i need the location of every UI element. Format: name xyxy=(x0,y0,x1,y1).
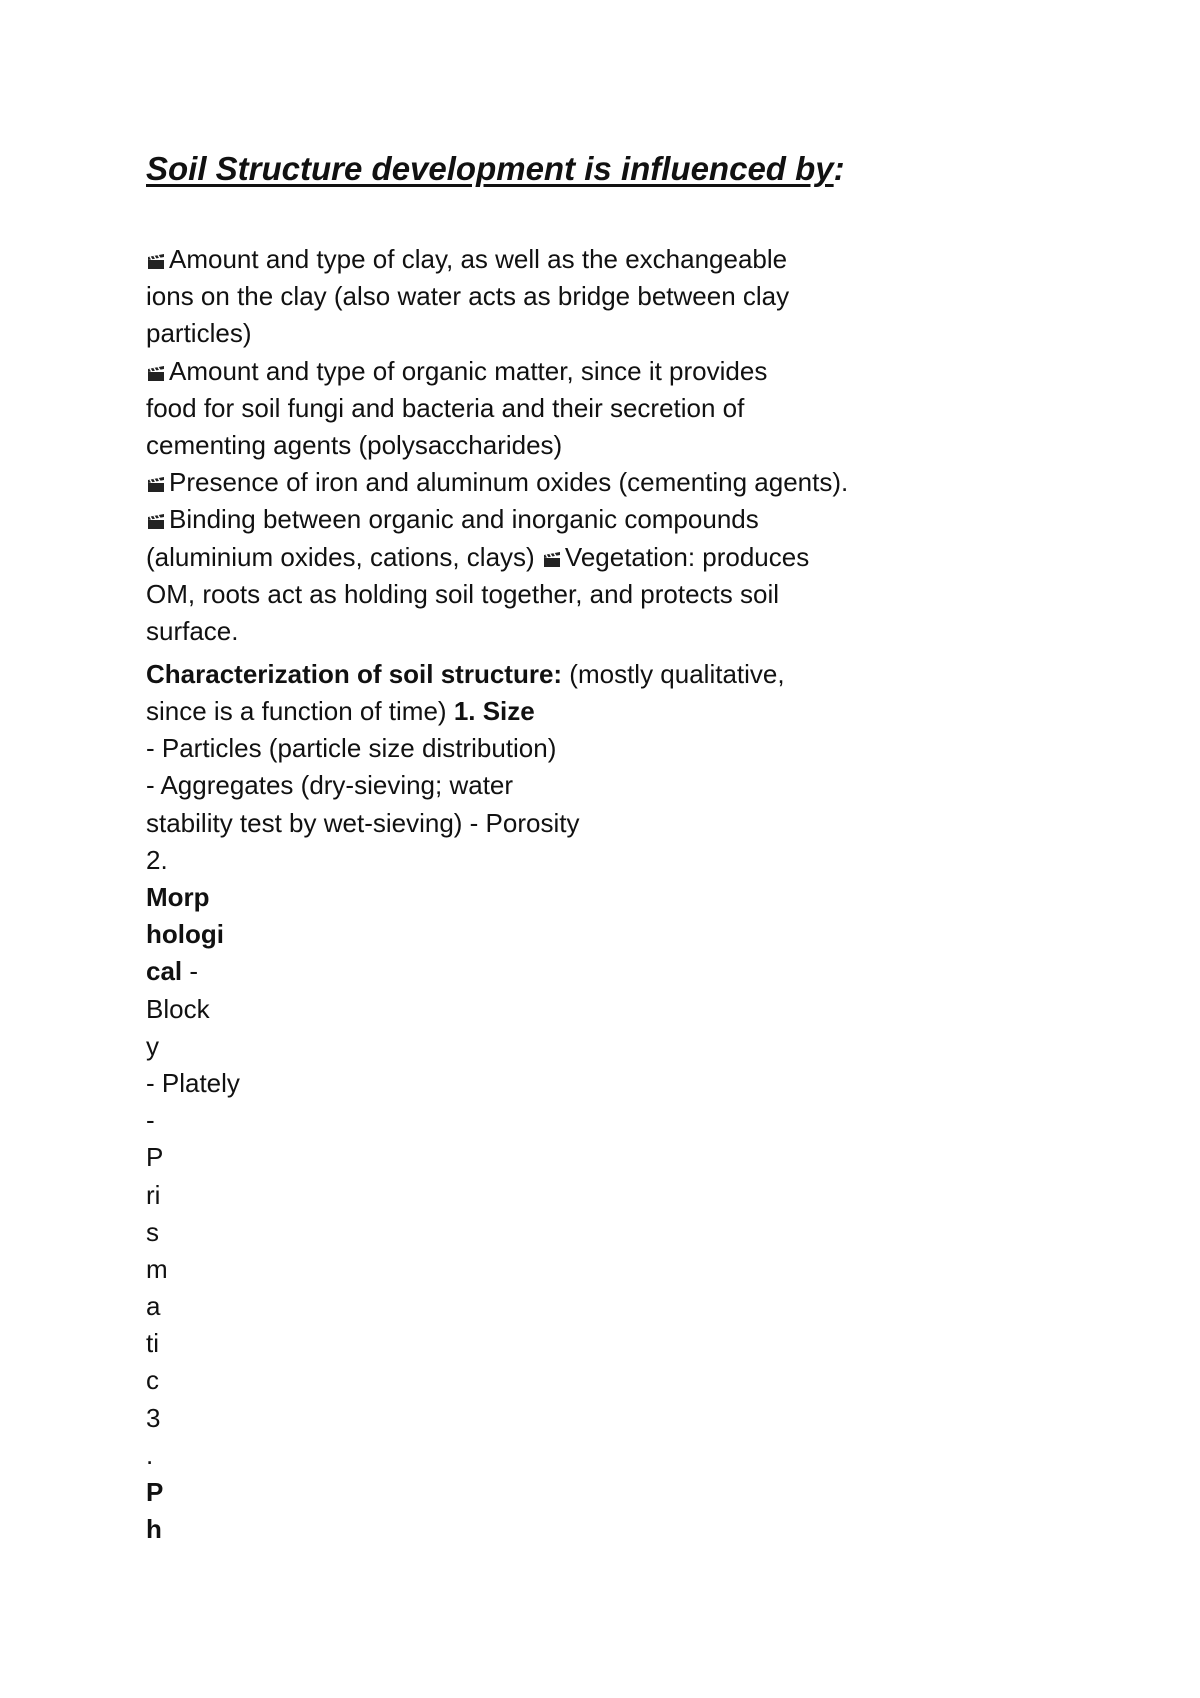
characterization-heading: Characterization of soil structure: xyxy=(146,658,563,689)
bullet-2-line-3: cementing agents (polysaccharides) xyxy=(146,429,563,460)
document-body xyxy=(146,241,1146,1548)
clapperboard-icon xyxy=(146,361,166,383)
characterization-line-12: - Plately xyxy=(146,1067,240,1098)
characterization-line-9: cal - xyxy=(146,956,199,987)
title-text: Soil Structure development is influenced by xyxy=(146,150,834,187)
clapperboard-icon xyxy=(146,472,166,494)
bullet-4-line-1: Binding between organic and inorganic compounds xyxy=(146,501,1146,538)
characterization-line-1: Characterization of soil structure: (mostly qualitative, xyxy=(146,658,785,689)
characterization-line-22: . xyxy=(146,1439,154,1470)
clapperboard-icon xyxy=(542,547,562,569)
characterization-line-7: Morp xyxy=(146,882,210,912)
characterization-line-4: - Aggregates (dry-sieving; water xyxy=(146,770,514,801)
characterization-line-2: since is a function of time) 1. Size xyxy=(146,696,535,727)
clapperboard-icon xyxy=(146,249,166,271)
characterization-line-13: - xyxy=(146,1105,155,1136)
bullet-2-line-1: Amount and type of organic matter, since it provides xyxy=(146,353,1146,390)
characterization-line-24: h xyxy=(146,1514,162,1545)
characterization-line-3: - Particles (particle size distribution) xyxy=(146,733,557,764)
bullet-2-line-2: food for soil fungi and bacteria and their secretion of xyxy=(146,392,745,423)
characterization-line-10: Block xyxy=(146,993,210,1024)
bullet-1-line-1: Amount and type of clay, as well as the exchangeable xyxy=(146,241,1146,278)
title-colon: : xyxy=(833,150,845,187)
characterization-line-17: m xyxy=(146,1253,168,1284)
characterization-line-11: y xyxy=(146,1030,159,1061)
bullet-1-line-3: particles) xyxy=(146,318,252,349)
characterization-line-15: ri xyxy=(146,1179,161,1210)
bullet-3-line-1: Presence of iron and aluminum oxides (cementing agents). xyxy=(146,464,1146,501)
bullet-4-line-2: (aluminium oxides, cations, clays) Vegetation: produces xyxy=(146,541,810,572)
characterization-line-20: c xyxy=(146,1365,159,1396)
bullet-4-line-4: surface. xyxy=(146,615,239,646)
clapperboard-icon xyxy=(146,509,166,531)
bullet-1-line-2: ions on the clay (also water acts as bridge between clay xyxy=(146,281,790,312)
characterization-line-19: ti xyxy=(146,1328,159,1359)
characterization-line-21: 3 xyxy=(146,1402,161,1433)
characterization-line-14: P xyxy=(146,1142,164,1173)
characterization-line-18: a xyxy=(146,1291,161,1322)
characterization-line-8: hologi xyxy=(146,919,224,950)
characterization-line-23: P xyxy=(146,1477,164,1507)
characterization-line-5: stability test by wet-sieving) - Porosity xyxy=(146,807,580,838)
characterization-line-6: 2. xyxy=(146,844,168,875)
bullet-4-line-3: OM, roots act as holding soil together, and protects soil xyxy=(146,578,780,609)
characterization-line-16: s xyxy=(146,1216,159,1247)
page-title xyxy=(146,150,845,188)
